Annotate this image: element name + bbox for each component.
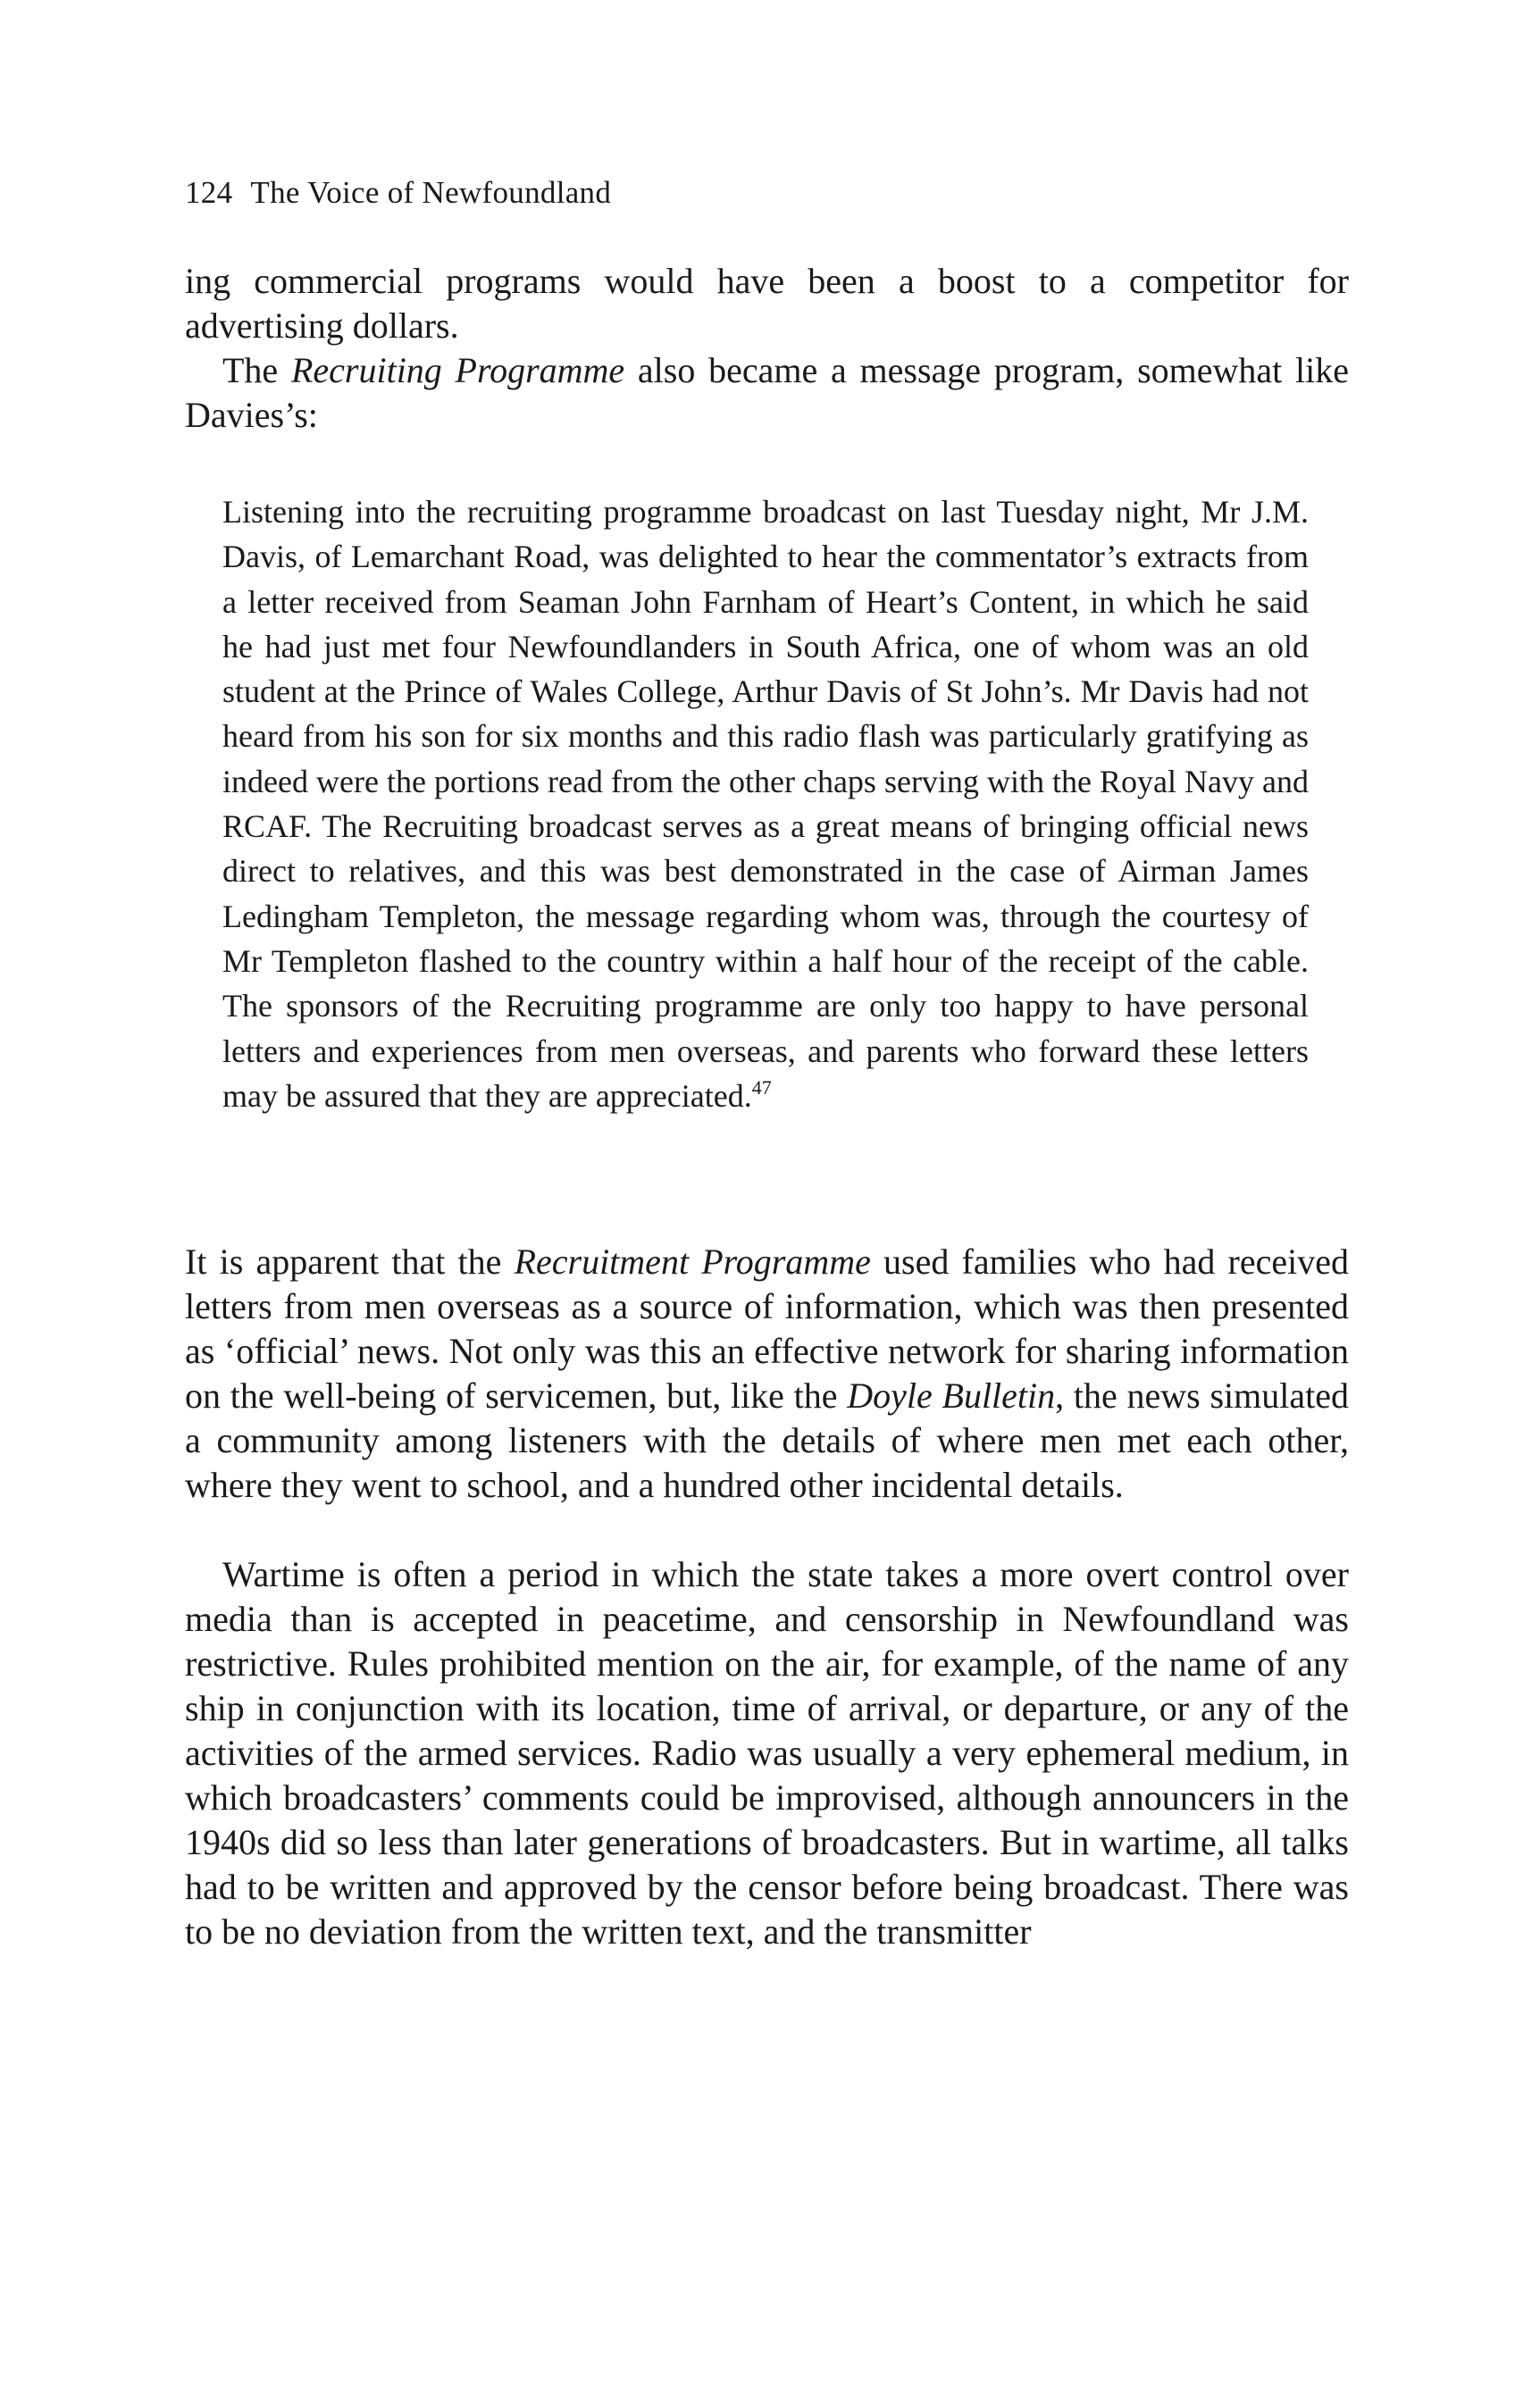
paragraph-text: used families who had received letters from men overseas as a source of information, which was then presented as ‘official’ news. Not only was this an effective network for sharing information on the well-being of servicemen, but, like the (185, 1242, 1349, 1416)
paragraph-text: It is apparent that the (185, 1242, 515, 1282)
footnote-marker: 47 (751, 1075, 772, 1099)
running-head (185, 175, 611, 211)
paragraph-text: also became a message program, somewhat like Davies’s: (185, 350, 1349, 435)
block-quote (222, 489, 1309, 1118)
paragraph-wartime-censorship: Wartime is often a period in which the state takes a more overt control over media than is accepted in peacetime, and censorship in Newfoundland was restrictive. Rules prohibited mention on the air, for example, of the name of any ship in conjunction with its location, time of arrival, or departure, or any of the activities of the armed services. Radio was usually a very ephemeral medium, in which broadcasters’ comments could be improvised, although announcers in the 1940s did so less than later generations of broadcasters. But in wartime, all talks had to be written and approved by the censor before being broadcast. There was to be no deviation from the written text, and the transmitter (185, 1554, 1349, 1952)
paragraph-text: The (222, 350, 291, 390)
paragraph-text: , the news simulated a community among listeners with the details of where men met each other, where they went to school, and a hundred other incidental details. (185, 1375, 1349, 1505)
program-title-italic: Recruiting Programme (290, 350, 625, 390)
paragraph-continuation: ing commercial programs would have been a boost to a competitor for advertising dollars. (185, 261, 1349, 346)
book-title: The Voice of Newfoundland (250, 175, 612, 210)
quote-text: Listening into the recruiting programme broadcast on last Tuesday night, Mr J.M. Davis, of Lemarchant Road, was delighted to hear the commentator’s extracts from a letter received from Seaman John Farnham of Heart’s Content, in which he said he had just met four Newfoundlanders in South Africa, one of whom was an old student at the Prince of Wales College, Arthur Davis of St John’s. Mr Davis had not heard from his son for six months and this radio flash was particularly gratifying as indeed were the portions read from the other chaps serving with the Royal Navy and RCAF. The Recruiting broadcast serves as a great means of bringing official news direct to relatives, and this was best demonstrated in the case of Airman James Ledingham Templeton, the message regarding whom was, through the courtesy of Mr Templeton flashed to the country within a half hour of the receipt of the cable. The sponsors of the Recruiting programme are only too happy to have personal letters and experiences from men overseas, and parents who forward these letters may be assured that they are appreciated. (222, 494, 1309, 1114)
page-number: 124 (185, 175, 233, 210)
bulletin-title-italic: Doyle Bulletin (847, 1375, 1056, 1416)
program-title-italic: Recruitment Programme (514, 1242, 871, 1282)
paragraph-recruiting-programme (185, 348, 1349, 438)
paragraph-recruitment-analysis (185, 1240, 1349, 1508)
